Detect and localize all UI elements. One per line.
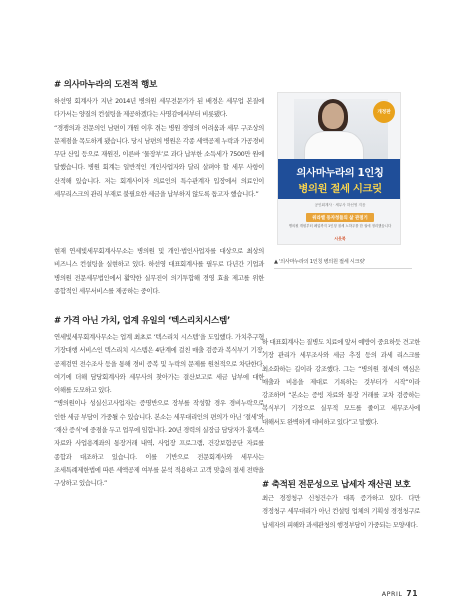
col2-body <box>262 336 420 429</box>
book-title-line-1: 의사마누라의 1인칭 <box>296 167 384 179</box>
page-footer <box>382 589 418 598</box>
section-heading-2: # 가격 아닌 가치, 업계 유일의 ‘텍스리치시스템’ <box>54 316 230 326</box>
paragraph: 현재 연세빛세무회계사무소는 병의원 및 개인·법인사업자를 대상으로 최상의 비즈니스 컨설팅을 실현하고 있다. 하선영 대표회계사를 필두로 다년간 기업과 병의원 전문세무법인에서 활약한 실무진이 의기투합해 경영 효율 제고를 위한 종합적인 세무서비스를 제공하는 중이다. <box>54 247 264 295</box>
footer-month: APRIL <box>381 590 403 598</box>
page-number: 71 <box>406 589 418 598</box>
paragraph: 최근 경정청구 신청건수가 대폭 증가하고 있다. 다만 경정청구 세무대리가 아닌 컨설팅 업체의 기획성 경정청구로 납세자의 피해와 과세관청의 행정부담이 가중되는 모양새다. <box>262 494 420 529</box>
book-description: 병의원 개원부터 폐업까지 1인칭 절세 노하우를 한 권에 정리했습니다 <box>288 224 392 228</box>
section-heading-1: # 의사마누라의 도전적 행보 <box>54 80 157 90</box>
book-publisher: 시옷북 <box>334 236 346 241</box>
author-coat <box>304 131 364 161</box>
book-cover <box>277 92 401 245</box>
book-title-line-2: 병의원 절세 시크릿 <box>298 183 382 195</box>
section-2-body <box>54 331 264 491</box>
paragraph: “경쟁의과 전문의인 남편이 개원 이후 겪는 병원 경영의 어려움과 세무 구조상의 문제점을 목도하게 됐습니다. 당시 남편의 병원은 각종 세액공제 누락과 가공경비 무단 산입 등으로 재원진, 이른바 ‘물장부’로 과다 납부한 소득세가 7500만 원에 달했습니다. 병원 회계는 일반적인 개인사업자와 달리 살펴야 할 세무 사항이 산적해 있습니다. 저는 회계사이자 의료인의 특수관계자 입장에서 의료인이 세무리스크의 관리 부재로 불필요한 세금을 납부하지 않도록 돕고자 했습니다.” <box>54 123 264 199</box>
image-caption: ▲ '의사마누라의 1인칭 병의원 절세 시크릿' <box>274 259 366 265</box>
paragraph: 하선영 회계사가 지난 2014년 병의원 세무전문가가 된 배경은 세무업 본질에 다가서는 양질의 컨설팅을 제공하겠다는 사명감에서부터 비롯됐다. <box>54 97 264 119</box>
author-face <box>322 103 344 129</box>
section-1-body <box>54 95 264 201</box>
section-heading-3: # 축적된 전문성으로 납세자 재산권 보호 <box>262 480 411 490</box>
book-tagline: 워라밸 동자청들의 삶 관점기 <box>306 213 374 222</box>
paragraph: 연세빛세무회계사무소는 업계 최초로 ‘텍스리치 시스템’을 도입했다. 가치추구형 기장대행 서비스인 텍스리치 시스템은 4단계에 걸친 매출 검증과 복식부기 기장, 공제검연 전수조사 등을 통해 경비 증복 및 누락의 문제를 원천적으로 차단한다. 여기에 더해 담당회계사와 세무사의 찾아가는 결산보고로 세금 납부에 대한 이해를 도모하고 있다. <box>54 333 264 395</box>
col2-body-2 <box>262 492 420 532</box>
section-1-body-2 <box>54 245 264 298</box>
edition-badge: 개정판 <box>373 101 395 123</box>
paragraph: “병의원이나 성실신고사업자는 증명반으로 장부를 작성할 경우 경비누락으로 인한 세금 부담이 가중될 수 있습니다. 본소는 세무대리인의 편의가 아닌 ‘절세’와 ‘재산 증식’에 중점을 두고 업무에 임합니다. 20년 경력의 실장급 담당자가 홈택스 자료와 사업용계좌의 통장거래 내역, 사업장 프로그램, 건강보험공단 자료를 종합과 대조하고 있습니다. 이를 기반으로 전문회계사와 세무사는 조세특례제한법에 따른 세액공제 여부를 분석 적용하고 고객 맞춤의 절세 전략을 구상하고 있습니다.” <box>54 399 264 488</box>
caption-divider <box>274 268 412 269</box>
paragraph: 하 대표회계사는 질병도 치료에 앞서 예방이 중요하듯 견고한 기장 관리가 세무조사와 세금 추징 등의 과세 리스크를 최소화하는 길이라 강조했다. 그는 “병의원 절세의 핵심은 매출과 비용을 제대로 기록하는 것부터가 시작”이라 강조하며 “본소는 증빙 자료와 통장 거래를 교차 검증하는 복식부기 기장으로 실무적 모드를 줄이고 세무조사에 대해서도 완벽하게 대비하고 있다”고 말했다. <box>262 338 420 426</box>
book-author: 공인회계사 · 세무사 하선영 지음 <box>314 203 366 207</box>
